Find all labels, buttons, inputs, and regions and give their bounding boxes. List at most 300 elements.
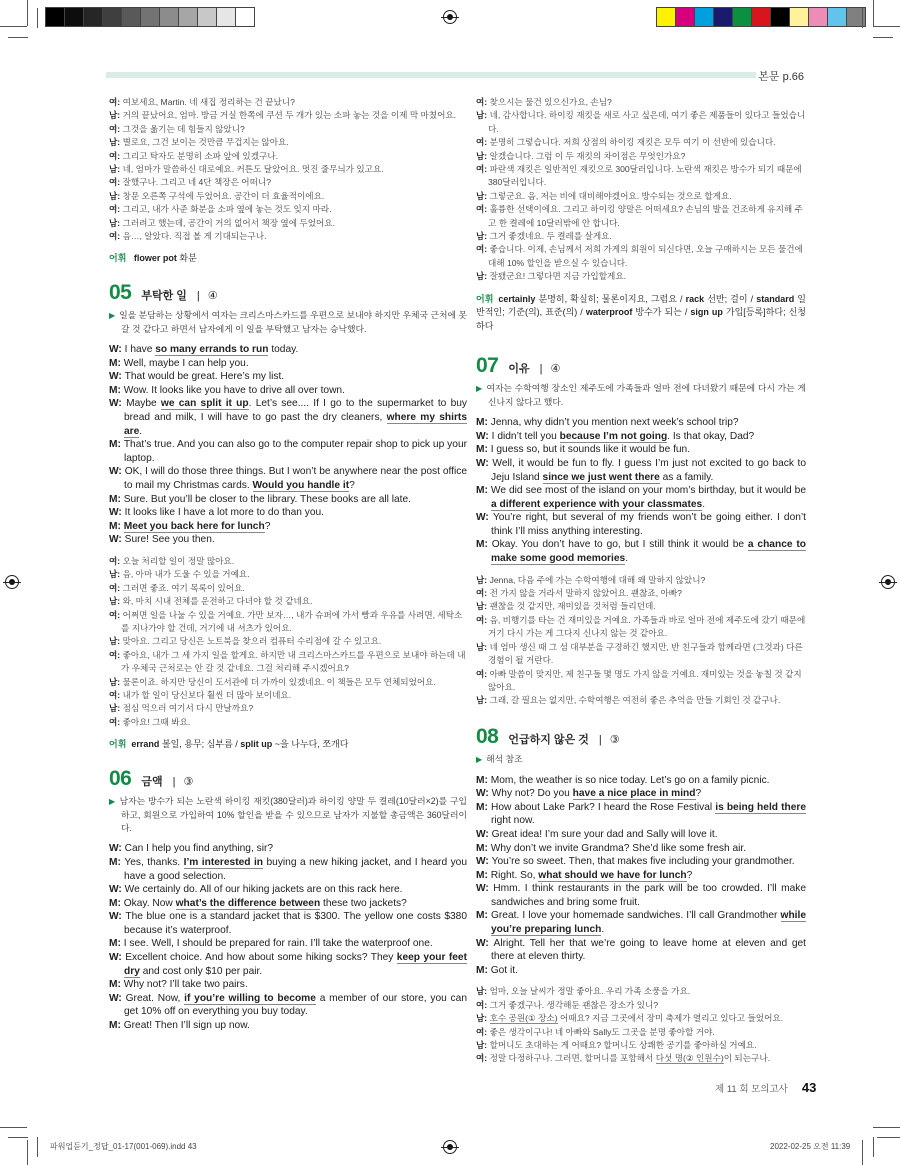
crop-mark [27,0,28,26]
key-phrase: is being held there [715,801,806,813]
crop-mark [873,0,874,26]
crop-mark [8,1137,28,1138]
question-06-explanation [109,795,467,835]
line-text: 그거 좋겠구나. 생각해둔 괜찮은 장소가 있니? [489,999,659,1010]
color-swatch [695,8,714,26]
script-line [109,856,467,883]
color-swatch [733,8,752,26]
question-08-script-english [476,774,806,978]
line-text: 어때요? 지금 그곳에서 장미 축제가 열리고 있다고 들었어요. [557,1013,784,1024]
script-line [109,910,467,937]
line-text: ? [264,520,271,532]
speaker-label: 여: [109,609,123,620]
vocab-term: rack [685,293,705,304]
speaker-label: W: [476,883,494,895]
speaker-label: 남: [109,137,123,148]
line-text: 그리고 탁자도 분명히 소파 앞에 있겠구나. [122,150,279,161]
question-title: 이유 [508,362,530,375]
line-text: Hmm. I think restaurants in the park will be too crowded. I’ll make sandwiches and bring some fruit. [491,883,806,908]
question-07-explanation [476,382,806,409]
line-text: 그리고, 내가 사준 화분을 소파 옆에 놓는 것도 잊지 마라. [122,204,332,215]
script-line [109,506,467,520]
cmyk-color-bar [656,7,866,27]
line-text: 그래, 갈 필요는 없지만, 수학여행은 여전히 좋은 추억을 만들 기회인 것 같구나. [489,695,781,706]
speaker-label: 남: [476,231,490,242]
vocab-meaning: 선반; 걸이 / [704,293,757,304]
page-reference: 본문 p.66 [758,71,804,83]
vocab-meaning: 화분 [179,253,197,264]
speaker-label: 남: [476,150,490,161]
line-text: How about Lake Park? I heard the Rose Festival [490,801,716,813]
script-line [109,676,467,689]
line-text: We certainly do. All of our hiking jackets are on this rack here. [124,884,403,896]
key-phrase: 호수 공원(① 장소) [489,1013,558,1024]
key-phrase: 다섯 명(② 인원수) [655,1053,724,1064]
script-line [476,430,806,444]
key-phrase: what’s the difference between [175,897,321,909]
script-line [109,96,467,109]
line-text: 음, 비행기를 타는 건 재미있을 거예요. 가족들과 바로 얼마 전에 제주도에 갔기 때문에 거기 다시 가는 게 그다지 신나지 않는 것 같아요. [488,614,806,639]
speaker-label: 여: [476,668,490,679]
speaker-label: W: [476,430,492,442]
speaker-label: W: [109,843,125,855]
crop-mark [8,37,28,38]
script-line [476,1039,806,1052]
line-text: Yes, thanks. [124,856,184,868]
question-05-header [109,280,467,304]
speaker-label: 남: [109,164,123,175]
speaker-label: W: [109,911,126,923]
question-number: 07 [476,353,499,377]
color-swatch [46,8,65,26]
line-text: 오늘 처리할 일이 정말 많아요. [122,556,235,566]
divider: | [172,775,176,788]
speaker-label: M: [476,842,491,854]
line-text: Mom, the weather is so nice today. Let’s go on a family picnic. [490,774,770,786]
speaker-label: 여: [109,97,123,107]
speaker-label: 여: [109,690,123,701]
page-footer [715,1080,816,1095]
script-line [476,230,806,243]
question-title: 부탁한 일 [141,289,187,302]
crop-mark [862,1140,863,1165]
line-text: 거의 끝났어요, 엄마. 방금 거실 한쪽에 쿠션 두 개가 있는 소파 놓는 것을 이제 막 마쳤어요. [122,110,457,121]
speaker-label: M: [476,444,491,456]
script-line [476,538,806,565]
speaker-label: M: [109,979,124,991]
speaker-label: 남: [109,110,123,121]
vocab-term: errand [131,739,160,750]
line-text: 여보세요, Martin. 네 새집 정리하는 건 끝났니? [122,97,295,107]
key-phrase: where my shirts are [124,412,467,437]
script-line [109,635,467,648]
line-text: Can I help you find anything, sir? [124,843,274,855]
question-number: 08 [476,724,499,748]
key-phrase: what should we have for lunch [538,869,687,881]
speaker-label: 남: [476,190,490,201]
registration-mark-icon [881,575,895,589]
line-text: 분명히 그렇습니다. 저희 상점의 하이킹 재킷은 모두 여기 이 선반에 있습니다. [489,137,776,148]
color-swatch [676,8,695,26]
color-swatch [103,8,122,26]
line-text: 좋습니다. 이제, 손님께서 저희 가게의 회원이 되신다면, 오늘 구매하시는 모든 물건에 대해 10% 할인을 받으실 수 있습니다. [488,244,803,268]
speaker-label: 여: [476,1053,490,1064]
script-line [109,465,467,492]
script-line [109,978,467,992]
question-answer: ③ [183,775,194,788]
script-line [109,568,467,581]
speaker-label: M: [476,485,491,497]
question-number: 05 [109,280,132,304]
registration-mark-icon [443,10,457,24]
question-answer: ③ [609,733,620,746]
key-phrase: so many errands to run [155,344,269,356]
intro-dialogue-korean [109,96,467,243]
script-line [476,511,806,538]
line-text: 잘했구나. 그리고 네 4단 책장은 어떠니? [122,177,271,188]
line-text: 내가 할 일이 당신보다 훨씬 더 많아 보이네요. [122,690,292,701]
speaker-label: 여: [109,556,123,566]
crop-mark [0,26,27,27]
speaker-label: 여: [109,177,123,188]
crop-mark [877,1137,900,1138]
script-line [109,716,467,729]
speaker-label: 남: [109,676,123,687]
triangle-bullet-icon: ▶ [109,797,116,807]
script-line [109,230,467,243]
line-text: 좋은 생각이구나! 네 아빠와 Sally도 그곳을 분명 좋아할 거야. [489,1026,715,1037]
line-text: 와, 마치 시내 전체를 운전하고 다녀야 할 것 같네요. [122,596,313,607]
speaker-label: 여: [476,204,490,215]
script-line [109,190,467,203]
vocab-meaning: 방수가 되는 / [632,307,691,318]
vocab-label: 어휘 [109,739,127,750]
divider: | [598,733,602,746]
line-text: Why don’t we invite Grandma? She’d like some fresh air. [490,842,747,854]
line-text: OK, I will do those three things. But I won’t be anywhere near the post office to mail my Christmas cards. [124,466,467,492]
crop-mark [37,1137,38,1157]
intro-vocab [109,252,467,265]
file-slug: 파워업듣기_정답_01-17(001-069).indd 43 [50,1142,197,1151]
color-swatch [236,8,254,26]
line-text: 이 되는구나. [723,1053,771,1064]
script-line [476,1026,806,1039]
triangle-bullet-icon: ▶ [476,384,483,394]
key-phrase: while you’re preparing lunch [491,910,806,936]
script-line [476,999,806,1012]
header-band [106,72,756,78]
speaker-label: W: [109,398,127,410]
line-text: a member of our store, you can get 10% off on everything you buy today. [124,992,467,1018]
question-06-script-korean [476,96,806,284]
line-text: . Is that okay, Dad? [667,430,755,442]
color-swatch [752,8,771,26]
script-line [476,109,806,136]
explanation-text: 해석 참조 [486,754,523,765]
question-title: 금액 [141,775,163,788]
script-line [109,897,467,911]
speaker-label: M: [476,417,491,429]
vocab-term: standard [756,293,795,304]
vocab-term: split up [240,739,273,750]
triangle-bullet-icon: ▶ [109,311,116,321]
question-answer: ④ [207,289,218,302]
vocab-term: certainly [498,293,536,304]
script-line [109,493,467,507]
vocab-term: flower pot [133,253,177,264]
key-phrase: because I’m not going [559,430,668,442]
script-line [109,937,467,951]
question-07-script-english [476,416,806,566]
crop-mark [873,26,900,27]
speaker-label: M: [476,539,492,551]
question-07-script-korean [476,574,806,708]
script-line [476,203,806,230]
line-text: I didn’t tell you [491,430,560,442]
line-text: . [625,553,629,565]
line-text: Why not? Do you [491,788,573,800]
line-text: Right. So, [490,869,539,881]
speaker-label: W: [109,884,125,896]
gray-color-bar [45,7,255,27]
speaker-label: 남: [109,636,123,647]
key-phrase: keep your feet dry [124,952,467,977]
speaker-label: 여: [476,137,490,148]
color-swatch [160,8,179,26]
line-text: Okay. You don’t have to go, but I still think it would be [491,539,748,551]
line-text: today. [268,344,299,356]
line-text: 어쩌면 일을 나눌 수 있을 거예요. 가만 보자…, 내가 슈퍼에 가서 빵과 우유를 사려면, 세탁소를 지나가야 할 건데, 거기에 내 셔츠가 있어요. [121,609,463,634]
speaker-label: W: [109,344,125,356]
speaker-label: 여: [109,123,123,134]
script-line [109,150,467,163]
speaker-label: W: [476,937,494,949]
script-line [476,416,806,430]
script-line [109,582,467,595]
speaker-label: 남: [476,1013,490,1024]
crop-mark [0,1127,27,1128]
speaker-label: 여: [109,716,123,727]
vocab-meaning: 가입[등록]하다; 신청하다 [476,307,806,331]
vocab-term: sign up [690,307,723,318]
line-text: 네, 감사합니다. 하이킹 재킷을 새로 사고 싶은데, 여기 좋은 제품들이 있다고 들었습니다. [488,110,806,134]
speaker-label: 남: [109,190,123,201]
registration-mark-icon [5,575,19,589]
line-text: 맞아요. 그리고 당신은 노트북을 찾으러 컴퓨터 수리점에 갈 수 있고요. [122,636,382,647]
speaker-label: 남: [476,271,490,282]
script-line [476,668,806,695]
line-text: 정말 다정하구나. 그러면, 할머니를 포함해서 [489,1053,656,1064]
left-column [109,96,467,1033]
script-line [476,574,806,587]
line-text: ? [695,788,702,800]
speaker-label: 남: [476,574,490,585]
speaker-label: W: [109,992,126,1004]
color-swatch [122,8,141,26]
line-text: 할머니도 초대하는 게 어때요? 할머니도 상쾌한 공기를 좋아하실 거예요. [489,1040,757,1051]
question-06-header [109,766,467,790]
question-number: 06 [109,766,132,790]
page-number: 43 [801,1080,817,1095]
key-phrase: Would you handle it [252,480,350,492]
registration-mark-icon [443,1140,457,1154]
line-text: 네 엄마 생신 때 그 섬 대부분을 구경하긴 했지만, 반 친구들과 함께라면 (그것과) 다른 경험이 될 거란다. [488,641,803,666]
speaker-label: M: [476,869,491,881]
speaker-label: M: [109,520,124,532]
line-text: ? [686,869,693,881]
speaker-label: W: [109,952,126,964]
script-line [476,855,806,869]
script-line [476,243,806,270]
question-answer: ④ [550,362,561,375]
color-swatch [84,8,103,26]
line-text: 음…, 알았다. 직접 볼 게 기대되는구나. [122,231,267,242]
line-text: 그것을 옮기는 데 힘들지 않았니? [122,123,245,134]
speaker-label: M: [109,897,124,909]
script-line [476,587,806,600]
divider: | [196,289,200,302]
script-line [109,649,467,676]
line-text: Okay. Now [123,897,176,909]
vocab-term: waterproof [585,307,633,318]
key-phrase: we can split it up [160,398,249,410]
script-line [476,774,806,788]
speaker-label: M: [109,384,124,396]
question-05-explanation [109,309,467,336]
line-text: 네, 엄마가 말씀하신 대로예요. 커튼도 달았어요. 멋진 줄무늬가 있고요. [122,164,384,175]
speaker-label: 남: [476,641,490,652]
line-text: Alright. Tell her that we’re going to leave home at eleven and get there at eleven thirty. [491,937,806,963]
script-line [109,438,467,465]
line-text: We did see most of the island on your mom’s birthday, but it would be [490,485,806,497]
line-text: 그거 좋겠네요. 두 켤레를 살게요. [489,231,612,242]
script-line [476,882,806,909]
script-line [476,190,806,203]
script-line [109,217,467,230]
script-line [476,484,806,511]
line-text: buying a new hiking jacket, and I heard you have a good selection. [124,856,467,882]
question-07-header [476,353,806,377]
script-line [109,343,467,357]
line-text: 창문 오른쪽 구석에 두었어요. 공간이 더 효율적이에요. [122,190,325,201]
line-text: 좋아요, 내가 그 세 가지 일을 할게요. 하지만 내 크리스마스카드를 우편으로 보내야 하는데 내가 우체국 근처로는 안 갈 것 같네요. 그걸 처리해 주시겠어요? [121,649,466,674]
speaker-label: 남: [109,596,123,607]
line-text: . [139,425,143,437]
line-text: 그러면 좋죠. 여기 목록이 있어요. [122,582,245,593]
script-line [476,964,806,978]
question-06-vocab [476,293,806,333]
speaker-label: M: [476,801,491,813]
script-line [476,457,806,484]
script-line [476,801,806,828]
line-text: 그러려고 했는데, 공간이 거의 없어서 책장 옆에 두었어요. [122,217,335,228]
crop-mark [37,8,38,28]
line-text: Great! Then I’ll sign up now. [123,1020,250,1032]
speaker-label: 여: [109,204,123,215]
crop-mark [873,37,893,38]
script-line [476,614,806,641]
question-05-script-korean [109,555,467,729]
line-text: 전 가지 않을 거라서 말하지 않았어요. 괜찮죠, 아빠? [489,588,682,599]
speaker-label: M: [109,357,124,369]
key-phrase: since we just went there [542,471,660,483]
line-text: ? [349,480,355,492]
speaker-label: 남: [476,601,490,612]
color-swatch [217,8,236,26]
crop-mark [27,1140,28,1165]
speaker-label: 여: [476,164,490,175]
color-swatch [65,8,84,26]
script-line [109,951,467,978]
script-line [109,842,467,856]
speaker-label: W: [109,371,125,383]
key-phrase: if you’re willing to become [184,992,316,1004]
line-text: Great. Now, [125,992,185,1004]
speaker-label: 여: [109,649,123,660]
speaker-label: 여: [109,150,123,161]
line-text: That would be great. Here’s my list. [124,371,285,383]
speaker-label: M: [109,856,125,868]
speaker-label: 남: [109,569,123,580]
script-line [476,96,806,109]
speaker-label: W: [109,534,125,546]
speaker-label: M: [476,910,491,922]
vocab-label: 어휘 [109,253,127,264]
line-text: Jenna, why didn’t you mention next week’s school trip? [490,417,739,429]
script-line [109,689,467,702]
color-swatch [657,8,676,26]
speaker-label: W: [476,856,492,868]
script-line [109,384,467,398]
script-line [476,828,806,842]
script-line [476,136,806,149]
line-text: 알겠습니다. 그럼 이 두 재킷의 차이점은 무엇인가요? [489,150,686,161]
speaker-label: W: [476,788,492,800]
line-text: . [702,498,706,510]
script-line [476,1012,806,1025]
color-swatch [790,8,809,26]
line-text: That’s true. And you can also go to the computer repair shop to pick up your laptop. [123,439,468,464]
line-text: Well, maybe I can help you. [123,357,249,369]
speaker-label: W: [476,457,493,469]
script-line [109,176,467,189]
speaker-label: 여: [476,614,490,625]
line-text: these two jackets? [320,897,407,909]
vocab-meaning: 볼일, 용무; 심부름 / [159,739,241,750]
line-text: 음, 아마 내가 도울 수 있을 거예요. [122,569,250,580]
script-line [109,702,467,715]
line-text: I see. Well, I should be prepared for rain. I’ll take the waterproof one. [123,938,433,950]
line-text: Sure! See you then. [124,534,215,546]
key-phrase: Meet you back here for lunch [123,520,265,532]
question-05-script-english [109,343,467,547]
line-text: You’re so sweet. Then, that makes five including your grandmother. [491,856,795,868]
script-line [109,357,467,371]
script-line [109,203,467,216]
question-08-script-korean [476,985,806,1065]
line-text: 찾으시는 물건 있으신가요, 손님? [489,97,612,107]
speaker-label: 여: [476,244,490,255]
line-text: 훌륭한 선택이에요. 그리고 하이킹 양말은 어떠세요? 손님의 발을 건조하게 유지해 주고 한 켤레에 10달러밖에 안 합니다. [488,204,803,228]
crop-mark [873,1137,874,1157]
speaker-label: 여: [476,97,490,107]
color-swatch [771,8,790,26]
question-title: 언급하지 않은 것 [508,733,589,746]
explanation-text: 남자는 방수가 되는 노란색 하이킹 재킷(380달러)과 하이킹 양말 두 켤레(10달러×2)를 구입하고, 회원으로 가입하여 10% 할인을 받을 수 있으므로 남자가 지불할 총금액은 360달러이다. [119,796,467,833]
question-05-vocab [109,738,467,751]
line-text: 괜찮을 것 같지만, 재미있을 것처럼 들리던데. [489,601,656,612]
line-text: The blue one is a standard jacket that is $300. The yellow one costs $380 because it’s waterproof. [124,911,468,936]
